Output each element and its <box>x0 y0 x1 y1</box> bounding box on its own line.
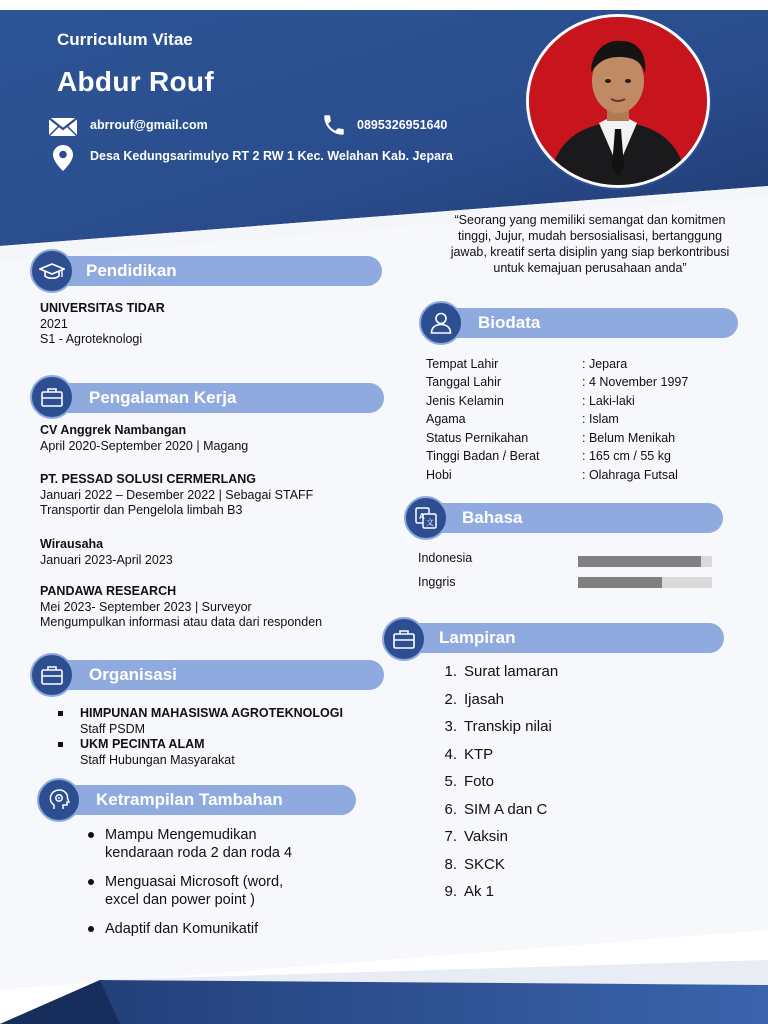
section-header-pengalaman <box>52 383 384 413</box>
document-title: Curriculum Vitae <box>57 30 193 49</box>
attachment-number: 2. <box>444 690 457 708</box>
attachment-item <box>430 855 505 876</box>
biodata-key: Tinggi Badan / Berat <box>426 449 540 463</box>
user-icon <box>419 301 463 345</box>
biodata-key: Status Pernikahan <box>426 431 529 445</box>
attachment-number: 8. <box>444 855 457 873</box>
biodata-key: Tanggal Lahir <box>426 375 502 389</box>
skill-line: Adaptif dan Komunikatif <box>105 921 259 937</box>
svg-text:文: 文 <box>426 518 434 527</box>
job-name: CV Anggrek Nambangan <box>40 423 187 437</box>
skill-item <box>105 920 258 938</box>
graduation-cap-icon <box>30 249 74 293</box>
bullet <box>58 711 63 716</box>
briefcase-icon <box>30 375 74 419</box>
address: Desa Kedungsarimulyo RT 2 RW 1 Kec. Welahan Kab. Jepara <box>90 149 453 163</box>
organization-entry <box>80 706 343 737</box>
bullet <box>58 742 63 747</box>
attachment-label: Vaksin <box>464 828 508 845</box>
biodata-row <box>426 357 746 375</box>
job-detail: Mengumpulkan informasi atau data dari responden <box>40 615 323 629</box>
language-level-fill <box>578 556 701 567</box>
org-name: UKM PECINTA ALAM <box>80 737 205 751</box>
biodata-key: Tempat Lahir <box>426 357 499 371</box>
education-degree: S1 - Agroteknologi <box>40 332 143 346</box>
bullet <box>88 926 94 932</box>
svg-text:A: A <box>419 512 425 521</box>
attachment-number: 1. <box>444 663 457 680</box>
attachment-number: 5. <box>444 773 457 790</box>
attachment-label: SKCK <box>464 855 505 873</box>
biodata-row <box>426 449 746 467</box>
attachment-number: 6. <box>444 800 457 818</box>
biodata-value: : Olahraga Futsal <box>582 468 678 482</box>
language-name: Indonesia <box>418 551 473 565</box>
location-icon <box>53 145 73 176</box>
attachment-number: 7. <box>444 828 457 845</box>
language-level-bar <box>578 556 712 567</box>
attachment-number: 3. <box>444 718 457 735</box>
bullet <box>88 832 94 838</box>
translate-icon <box>404 496 448 540</box>
work-entry <box>40 537 173 568</box>
attachment-item <box>430 745 494 766</box>
attachment-item <box>430 828 508 848</box>
job-name: PT. PESSAD SOLUSI CERMERLANG <box>40 472 256 486</box>
biodata-row <box>426 375 746 393</box>
brain-gear-icon <box>37 778 81 822</box>
attachment-item <box>430 663 559 683</box>
mail-icon <box>48 117 78 142</box>
language-level-fill <box>578 577 662 588</box>
section-header-biodata <box>440 308 738 338</box>
personal-statement: “Seorang yang memiliki semangat dan komitmen tinggi, Jujur, mudah bersosialisasi, bertanggung jawab, kreatif serta disiplin yang siap berkontribusi untuk kemajuan perusahaan anda” <box>450 213 730 275</box>
job-name: Wirausaha <box>40 537 104 551</box>
attachment-label: Foto <box>464 773 495 790</box>
skill-item <box>105 873 283 909</box>
organization-entry <box>80 737 235 768</box>
skill-line: excel dan power point ) <box>105 892 255 908</box>
biodata-value: : Islam <box>582 412 619 426</box>
section-title: Pendidikan <box>86 261 177 280</box>
skill-line: kendaraan roda 2 dan roda 4 <box>105 845 293 861</box>
biodata-row <box>426 412 746 430</box>
org-role: Staff Hubungan Masyarakat <box>80 752 235 767</box>
biodata-row <box>426 394 746 412</box>
work-entry <box>40 423 248 454</box>
biodata-row <box>426 431 746 449</box>
attachment-item <box>430 690 505 711</box>
biodata-key: Jenis Kelamin <box>426 394 504 408</box>
attachment-item <box>430 800 548 821</box>
attachment-item <box>430 718 552 738</box>
skill-line: Menguasai Microsoft (word, <box>105 874 284 890</box>
job-detail: Januari 2023-April 2023 <box>40 552 173 567</box>
language-level-bar <box>578 577 712 588</box>
job-detail: April 2020-September 2020 | Magang <box>40 438 249 453</box>
work-entry <box>40 472 313 519</box>
attachment-item <box>430 773 495 793</box>
phone-icon <box>320 112 348 143</box>
job-detail: Januari 2022 – Desember 2022 | Sebagai STAFF <box>40 487 314 502</box>
biodata-row <box>426 468 746 486</box>
section-title: Bahasa <box>462 508 523 527</box>
section-header-lampiran <box>404 623 724 653</box>
education-entry <box>40 301 165 348</box>
job-detail: Transportir dan Pengelola limbah B3 <box>40 503 243 517</box>
briefcase-icon <box>30 653 74 697</box>
attachment-number: 4. <box>444 745 457 763</box>
attachment-label: SIM A dan C <box>464 800 548 818</box>
biodata-value: : 165 cm / 55 kg <box>582 449 671 463</box>
biodata-value: : 4 November 1997 <box>582 375 689 389</box>
profile-photo <box>526 14 710 188</box>
section-title: Ketrampilan Tambahan <box>96 790 283 809</box>
section-header-organisasi <box>52 660 384 690</box>
section-header-pendidikan <box>52 256 382 286</box>
education-year: 2021 <box>40 316 68 331</box>
section-title: Pengalaman Kerja <box>89 388 237 407</box>
section-title: Lampiran <box>439 628 516 647</box>
section-header-bahasa <box>424 503 723 533</box>
biodata-key: Hobi <box>426 468 452 482</box>
attachment-item <box>430 883 495 903</box>
section-title: Biodata <box>478 313 541 332</box>
email-link[interactable]: abrrouf@gmail.com <box>90 118 208 132</box>
briefcase-icon <box>382 617 426 661</box>
biodata-value: : Laki-laki <box>582 394 635 408</box>
phone-number[interactable]: 0895326951640 <box>357 118 448 132</box>
org-role: Staff PSDM <box>80 721 146 736</box>
attachment-label: KTP <box>464 745 494 763</box>
section-title: Organisasi <box>89 665 177 684</box>
attachment-label: Ak 1 <box>464 883 495 900</box>
biodata-value: : Jepara <box>582 357 628 371</box>
attachment-label: Transkip nilai <box>464 718 552 735</box>
person-name: Abdur Rouf <box>57 66 214 97</box>
attachment-number: 9. <box>444 883 457 900</box>
section-header-ketrampilan <box>58 785 356 815</box>
work-entry <box>40 584 322 631</box>
school-name: UNIVERSITAS TIDAR <box>40 301 165 315</box>
skill-item <box>105 826 292 862</box>
job-detail: Mei 2023- September 2023 | Surveyor <box>40 599 252 614</box>
attachment-label: Ijasah <box>464 690 505 708</box>
biodata-key: Agama <box>426 412 466 426</box>
org-name: HIMPUNAN MAHASISWA AGROTEKNOLOGI <box>80 706 343 720</box>
job-name: PANDAWA RESEARCH <box>40 584 177 598</box>
biodata-value: : Belum Menikah <box>582 431 676 445</box>
bullet <box>88 879 94 885</box>
language-name: Inggris <box>418 575 456 589</box>
skill-line: Mampu Mengemudikan <box>105 827 257 843</box>
attachment-label: Surat lamaran <box>464 663 559 680</box>
